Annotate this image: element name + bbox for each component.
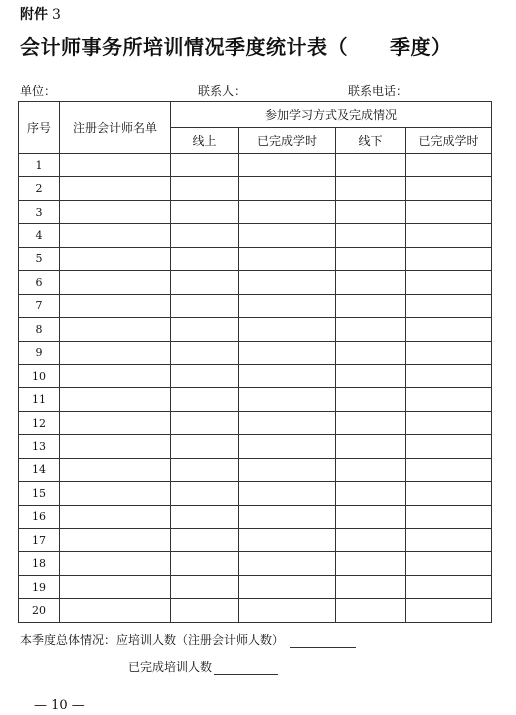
header-online: 线上 xyxy=(171,128,239,154)
cell-online[interactable] xyxy=(171,364,239,387)
cell-offline-hours[interactable] xyxy=(406,247,492,270)
row-index: 6 xyxy=(19,271,60,294)
table-row xyxy=(19,458,492,481)
cell-name[interactable] xyxy=(60,224,171,247)
cell-name[interactable] xyxy=(60,318,171,341)
cell-offline-hours[interactable] xyxy=(406,482,492,505)
cell-offline-hours[interactable] xyxy=(406,505,492,528)
table-row xyxy=(19,482,492,505)
cell-name[interactable] xyxy=(60,411,171,434)
table-row xyxy=(19,200,492,223)
cell-name[interactable] xyxy=(60,154,171,177)
row-index: 16 xyxy=(19,505,60,528)
table-row xyxy=(19,247,492,270)
cell-online-hours[interactable] xyxy=(239,505,336,528)
cell-online-hours[interactable] xyxy=(239,435,336,458)
cell-online[interactable] xyxy=(171,177,239,200)
row-index: 18 xyxy=(19,552,60,575)
cell-offline-hours[interactable] xyxy=(406,154,492,177)
cell-online-hours[interactable] xyxy=(239,482,336,505)
header-offline-hours: 已完成学时 xyxy=(406,128,492,154)
cell-offline[interactable] xyxy=(336,411,406,434)
header-name: 注册会计师名单 xyxy=(60,102,171,154)
row-index: 4 xyxy=(19,224,60,247)
cell-online[interactable] xyxy=(171,294,239,317)
cell-offline[interactable] xyxy=(336,177,406,200)
cell-offline[interactable] xyxy=(336,224,406,247)
cell-name[interactable] xyxy=(60,458,171,481)
row-index: 8 xyxy=(19,318,60,341)
row-index: 11 xyxy=(19,388,60,411)
cell-offline[interactable] xyxy=(336,388,406,411)
cell-offline-hours[interactable] xyxy=(406,177,492,200)
footer-summary xyxy=(20,631,356,648)
cell-name[interactable] xyxy=(60,341,171,364)
cell-online[interactable] xyxy=(171,388,239,411)
cell-online-hours[interactable] xyxy=(239,200,336,223)
cell-name[interactable] xyxy=(60,575,171,598)
header-index: 序号 xyxy=(19,102,60,154)
cell-online-hours[interactable] xyxy=(239,224,336,247)
phone-label: 联系电话： xyxy=(348,84,409,98)
cell-offline[interactable] xyxy=(336,200,406,223)
cell-offline[interactable] xyxy=(336,318,406,341)
cell-name[interactable] xyxy=(60,599,171,622)
cell-name[interactable] xyxy=(60,177,171,200)
cell-online[interactable] xyxy=(171,599,239,622)
row-index: 5 xyxy=(19,247,60,270)
table-row xyxy=(19,552,492,575)
cell-online[interactable] xyxy=(171,341,239,364)
row-index: 20 xyxy=(19,599,60,622)
cell-offline-hours[interactable] xyxy=(406,224,492,247)
cell-online[interactable] xyxy=(171,458,239,481)
footer-summary-text: 本季度总体情况：应培训人数（注册会计师人数） xyxy=(20,633,285,647)
cell-online-hours[interactable] xyxy=(239,154,336,177)
title-text: 会计师事务所培训情况季度统计表（ xyxy=(20,35,348,59)
cell-name[interactable] xyxy=(60,364,171,387)
cell-offline[interactable] xyxy=(336,458,406,481)
cell-name[interactable] xyxy=(60,271,171,294)
row-index: 7 xyxy=(19,294,60,317)
summary-blank-field[interactable] xyxy=(290,635,356,648)
cell-name[interactable] xyxy=(60,505,171,528)
table-row xyxy=(19,411,492,434)
cell-offline-hours[interactable] xyxy=(406,552,492,575)
cell-offline-hours[interactable] xyxy=(406,341,492,364)
cell-online[interactable] xyxy=(171,529,239,552)
header-offline: 线下 xyxy=(336,128,406,154)
cell-offline-hours[interactable] xyxy=(406,458,492,481)
cell-name[interactable] xyxy=(60,294,171,317)
cell-offline[interactable] xyxy=(336,435,406,458)
cell-name[interactable] xyxy=(60,388,171,411)
cell-online[interactable] xyxy=(171,154,239,177)
cell-offline-hours[interactable] xyxy=(406,575,492,598)
cell-offline-hours[interactable] xyxy=(406,294,492,317)
cell-online-hours[interactable] xyxy=(239,388,336,411)
table-row xyxy=(19,224,492,247)
cell-name[interactable] xyxy=(60,247,171,270)
cell-offline[interactable] xyxy=(336,341,406,364)
cell-online[interactable] xyxy=(171,505,239,528)
cell-offline[interactable] xyxy=(336,271,406,294)
cell-online[interactable] xyxy=(171,411,239,434)
cell-offline[interactable] xyxy=(336,154,406,177)
cell-offline[interactable] xyxy=(336,294,406,317)
row-index: 3 xyxy=(19,200,60,223)
cell-offline[interactable] xyxy=(336,364,406,387)
table-row xyxy=(19,154,492,177)
header-online-hours: 已完成学时 xyxy=(239,128,336,154)
cell-online-hours[interactable] xyxy=(239,529,336,552)
cell-online[interactable] xyxy=(171,224,239,247)
cell-name[interactable] xyxy=(60,435,171,458)
cell-online-hours[interactable] xyxy=(239,364,336,387)
cell-online-hours[interactable] xyxy=(239,411,336,434)
header-group: 参加学习方式及完成情况 xyxy=(171,102,492,128)
cell-offline[interactable] xyxy=(336,575,406,598)
page-title xyxy=(20,31,500,60)
row-index: 17 xyxy=(19,529,60,552)
completed-blank-field[interactable] xyxy=(214,662,278,675)
attachment-number: 3 xyxy=(52,7,61,23)
table-row xyxy=(19,341,492,364)
cell-online[interactable] xyxy=(171,552,239,575)
cell-name[interactable] xyxy=(60,552,171,575)
row-index: 1 xyxy=(19,154,60,177)
cell-online[interactable] xyxy=(171,271,239,294)
cell-offline-hours[interactable] xyxy=(406,200,492,223)
cell-name[interactable] xyxy=(60,482,171,505)
cell-online-hours[interactable] xyxy=(239,575,336,598)
cell-online[interactable] xyxy=(171,247,239,270)
table-body xyxy=(19,154,492,623)
row-index: 12 xyxy=(19,411,60,434)
cell-offline-hours[interactable] xyxy=(406,529,492,552)
cell-online-hours[interactable] xyxy=(239,294,336,317)
training-table xyxy=(18,101,492,623)
cell-online-hours[interactable] xyxy=(239,177,336,200)
cell-offline[interactable] xyxy=(336,552,406,575)
cell-offline-hours[interactable] xyxy=(406,271,492,294)
table-row xyxy=(19,388,492,411)
attachment-label xyxy=(20,4,61,24)
cell-offline[interactable] xyxy=(336,529,406,552)
attachment-text: 附件 xyxy=(20,7,48,23)
row-index: 9 xyxy=(19,341,60,364)
page-number: — 10 — xyxy=(34,698,85,713)
row-index: 10 xyxy=(19,364,60,387)
cell-online-hours[interactable] xyxy=(239,552,336,575)
cell-online[interactable] xyxy=(171,318,239,341)
cell-offline-hours[interactable] xyxy=(406,364,492,387)
cell-online-hours[interactable] xyxy=(239,599,336,622)
table-row xyxy=(19,294,492,317)
unit-label: 单位： xyxy=(20,84,57,98)
footer-completed-text: 已完成培训人数 xyxy=(128,660,213,674)
table-row xyxy=(19,599,492,622)
footer-completed xyxy=(128,658,278,675)
cell-offline-hours[interactable] xyxy=(406,318,492,341)
cell-name[interactable] xyxy=(60,529,171,552)
cell-offline-hours[interactable] xyxy=(406,411,492,434)
row-index: 19 xyxy=(19,575,60,598)
table-row xyxy=(19,529,492,552)
table-row xyxy=(19,575,492,598)
cell-online[interactable] xyxy=(171,435,239,458)
title-suffix: 季度） xyxy=(390,35,452,59)
cell-online[interactable] xyxy=(171,482,239,505)
row-index: 2 xyxy=(19,177,60,200)
table-row xyxy=(19,318,492,341)
row-index: 15 xyxy=(19,482,60,505)
cell-online-hours[interactable] xyxy=(239,341,336,364)
table-row xyxy=(19,364,492,387)
table-row xyxy=(19,505,492,528)
cell-online[interactable] xyxy=(171,575,239,598)
cell-offline-hours[interactable] xyxy=(406,599,492,622)
cell-offline-hours[interactable] xyxy=(406,435,492,458)
cell-online[interactable] xyxy=(171,200,239,223)
cell-offline[interactable] xyxy=(336,599,406,622)
cell-online-hours[interactable] xyxy=(239,318,336,341)
table-row xyxy=(19,271,492,294)
cell-online-hours[interactable] xyxy=(239,271,336,294)
table-row xyxy=(19,435,492,458)
cell-online-hours[interactable] xyxy=(239,458,336,481)
cell-offline[interactable] xyxy=(336,505,406,528)
row-index: 13 xyxy=(19,435,60,458)
cell-offline[interactable] xyxy=(336,247,406,270)
cell-offline-hours[interactable] xyxy=(406,388,492,411)
contact-label: 联系人： xyxy=(198,84,247,98)
cell-offline[interactable] xyxy=(336,482,406,505)
cell-name[interactable] xyxy=(60,200,171,223)
cell-online-hours[interactable] xyxy=(239,247,336,270)
row-index: 14 xyxy=(19,458,60,481)
table-row xyxy=(19,177,492,200)
